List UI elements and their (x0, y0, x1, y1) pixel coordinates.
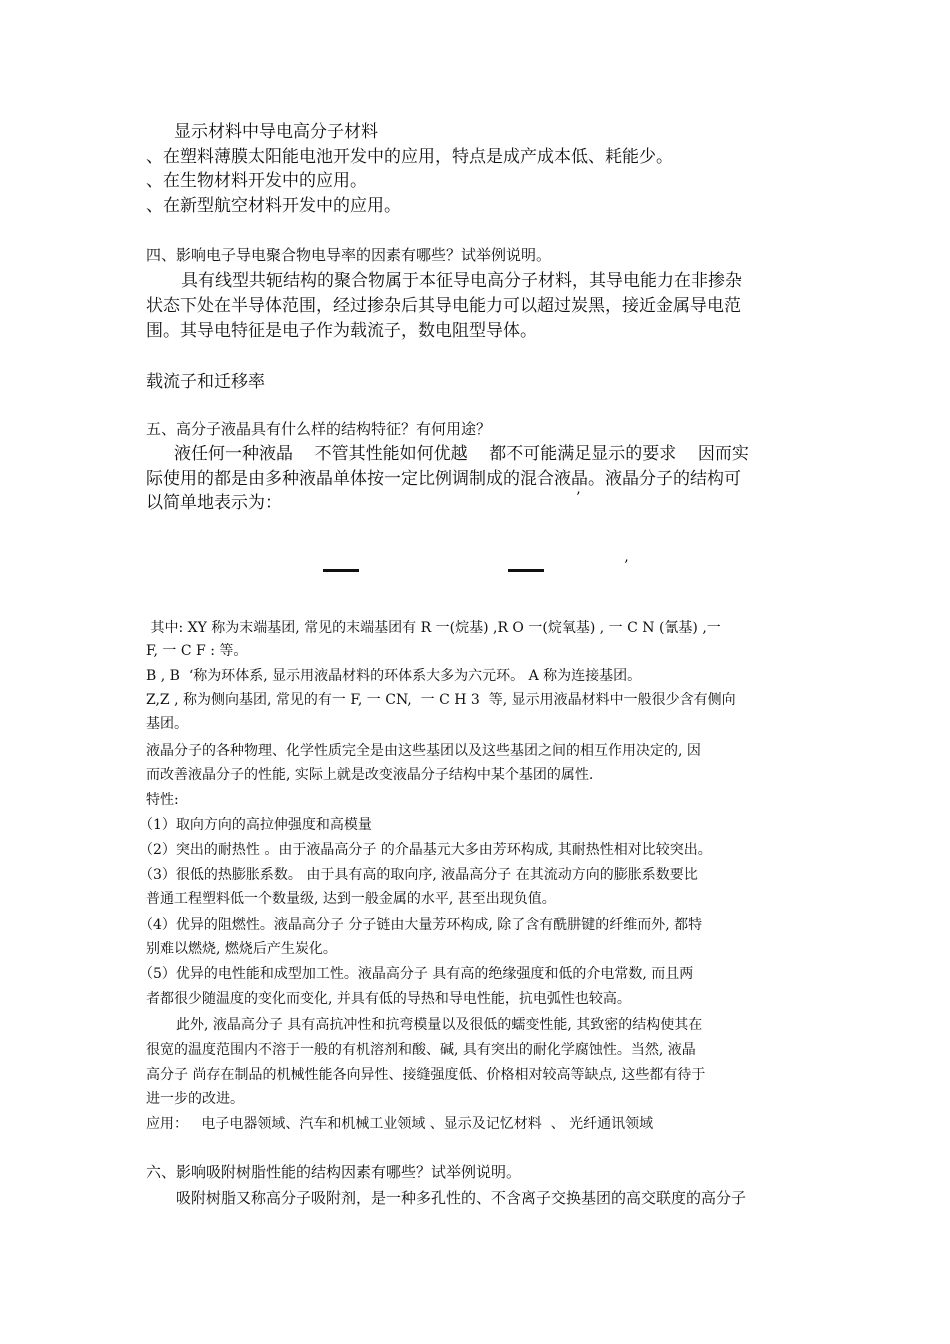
q5-desc-line-2: F, 一 C F : 等。 (146, 643, 248, 659)
q5-desc-line-6: 液晶分子的各种物理、化学性质完全是由这些基团以及这些基团之间的相互作用决定的, 因 (146, 743, 701, 759)
q5-property-3b: 普通工程塑料低一个数量级, 达到一般金属的水平, 甚至出现负值。 (146, 891, 556, 907)
q5-property-4b: 别难以燃烧, 燃烧后产生炭化。 (146, 941, 337, 957)
q4-title: 四、影响电子导电聚合物电导率的因素有哪些？试举例说明。 (146, 246, 552, 264)
q5-desc-line-4: Z,Z , 称为侧向基团, 常见的有一 F, 一 CN, 一 C H 3 等, 显示用液晶材料中一般很少含有侧向 (146, 692, 736, 708)
q5-para-line-3: 以简单地表示为： (146, 493, 282, 513)
q6-para-line-1: 吸附树脂又称高分子吸附剂，是一种多孔性的、不含离子交换基团的高交联度的高分子 (176, 1189, 747, 1207)
q5-extra-line-1: 此外, 液晶高分子 具有高抗冲性和抗弯模量以及很低的蠕变性能, 其致密的结构使其在 (176, 1017, 703, 1033)
q4-subheading: 载流子和迁移率 (146, 372, 265, 392)
q4-para-line-2: 状态下处在半导体范围，经过掺杂后其导电能力可以超过炭黑，接近金属导电范 (146, 296, 741, 316)
q5-property-3a: （3）很低的热膨胀系数。 由于具有高的取向序, 液晶高分子 在其流动方向的膨胀系数要比 (139, 867, 698, 883)
q5-extra-line-4: 进一步的改进。 (146, 1091, 244, 1107)
q4-para-line-1: 具有线型共轭结构的聚合物属于本征导电高分子材料，其导电能力在非掺杂 (181, 271, 742, 291)
q5-property-5b: 者都很少随温度的变化而变化, 并具有低的导热和导电性能，抗电弧性也较高。 (146, 991, 631, 1007)
q5-extra-line-3: 高分子 尚存在制品的机械性能各向异性、接缝强度低、价格相对较高等缺点, 这些都有待于 (146, 1067, 706, 1083)
q5-property-4a: （4）优异的阻燃性。液晶高分子 分子链由大量芳环构成, 除了含有酰肼键的纤维而外, 都特 (139, 917, 703, 933)
q5-desc-line-1: 其中: XY 称为末端基团, 常见的末端基团有 R 一(烷基) ,R O 一(烷氧基) , 一 C N (氰基) ,一 (146, 620, 721, 636)
intro-line-1: 显示材料中导电高分子材料 (174, 122, 378, 142)
intro-line-3: 、在生物材料开发中的应用。 (146, 171, 367, 191)
q4-para-line-3: 围。其导电特征是电子作为载流子，数电阻型导体。 (146, 321, 537, 341)
q5-para-line-1: 液任何一种液晶 不管其性能如何优越 都不可能满足显示的要求 因而实 (174, 444, 749, 464)
q5-title: 五、高分子液晶具有什么样的结构特征？有何用途？ (146, 420, 492, 438)
intro-line-2: 、在塑料薄膜太阳能电池开发中的应用，特点是成产成本低、耗能少。 (146, 147, 673, 167)
q6-title: 六、影响吸附树脂性能的结构因素有哪些？试举例说明。 (146, 1163, 522, 1181)
formula-mark-1: ’ (576, 490, 581, 506)
q5-desc-line-3: B , B ‘称为环体系, 显示用液晶材料的环体系大多为六元环。 A 称为连接基团。 (146, 668, 642, 684)
formula-bond-1 (323, 569, 359, 572)
q5-desc-line-7: 而改善液晶分子的性能, 实际上就是改变液晶分子结构中某个基团的属性. (146, 767, 594, 783)
q5-para-line-2: 际使用的都是由多种液晶单体按一定比例调制成的混合液晶。液晶分子的结构可 (146, 469, 741, 489)
q5-desc-line-5: 基团。 (146, 716, 188, 732)
q5-property-2: （2）突出的耐热性 。由于液晶高分子 的介晶基元大多由芳环构成, 其耐热性相对比较突出。 (139, 842, 712, 858)
q5-properties-label: 特性: (146, 792, 179, 808)
q5-property-1: （1）取向方向的高拉伸强度和高模量 (139, 817, 372, 833)
intro-line-4: 、在新型航空材料开发中的应用。 (146, 196, 401, 216)
formula-mark-2: ’ (624, 558, 629, 574)
q5-property-5a: （5）优异的电性能和成型加工性。液晶高分子 具有高的绝缘强度和低的介电常数, 而且两 (139, 966, 694, 982)
formula-bond-2 (508, 569, 544, 572)
q5-extra-line-2: 很宽的温度范围内不溶于一般的有机溶剂和酸、碱, 具有突出的耐化学腐蚀性。当然, 液晶 (146, 1042, 696, 1058)
q5-applications: 应用： 电子电器领域、汽车和机械工业领域 、显示及记忆材料 、 光纤通讯领域 (146, 1116, 654, 1132)
